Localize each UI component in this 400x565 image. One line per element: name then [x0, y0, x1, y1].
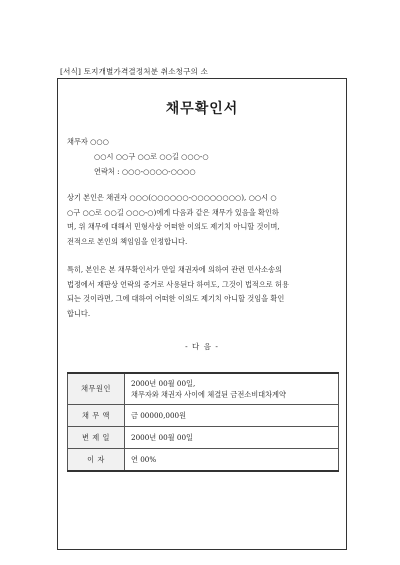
section-heading-dagum: - 다 음 -: [185, 342, 219, 351]
table-row: [68, 427, 339, 449]
paragraph-line: 상기 본인은 채권자 ○○○(○○○○○○-○○○○○○○○), ○○시 ○: [67, 193, 277, 202]
row-label: 이 자: [68, 449, 125, 472]
row-label: 변 제 일: [68, 427, 125, 449]
paragraph-line: 특히, 본인은 본 채무확인서가 만일 채권자에 의하여 관련 민사소송의: [67, 265, 282, 274]
row-value: 금 00000,000원: [125, 405, 339, 427]
paragraph-line: 전적으로 본인의 책임임을 인정합니다.: [67, 236, 188, 246]
paragraph-line: ○구 ○○로 ○○길 ○○○-○)에게 다음과 같은 채무가 있음을 확인하: [67, 207, 279, 217]
document-title: 채무확인서: [165, 101, 239, 117]
debt-info-table: [67, 372, 339, 472]
paragraph-line: 합니다.: [67, 308, 91, 318]
paragraph-line: 며, 위 채무에 대해서 민형사상 어떠한 이의도 제기치 아니할 것이며,: [67, 222, 280, 231]
row-label: 채 무 액: [68, 405, 125, 427]
value-line: 2000년 00월 00일,: [131, 379, 196, 388]
paragraph-confirmation: [67, 191, 339, 249]
paragraph-line: 법정에서 재판상 언락의 증거로 사용된다 하여도, 그것이 법적으로 허용: [67, 279, 289, 289]
row-value: 연 00%: [125, 449, 339, 472]
value-line: 채무자와 채권자 사이에 체결된 금전소비대차계약: [131, 390, 286, 399]
table-row: [68, 405, 339, 427]
row-label: 채무원인: [68, 373, 125, 405]
form-label: [서식] 토지개별가격결정처분 취소청구의 소: [60, 67, 209, 76]
paragraph-line: 되는 것이라면, 그에 대하여 어떠한 이의도 제기치 아니할 것임을 확인: [67, 294, 285, 303]
debtor-name: 채무자 ○○○: [67, 137, 109, 146]
row-value: 2000년 00월 00일: [125, 427, 339, 449]
debtor-contact: 연락처 : ○○○-○○○○-○○○○: [94, 167, 196, 176]
paragraph-evidence: [67, 263, 339, 321]
table-row: [68, 373, 339, 405]
document-box: [57, 78, 347, 550]
debtor-address: ○○시 ○○구 ○○로 ○○길 ○○○-○: [94, 152, 209, 161]
row-value: [125, 373, 339, 405]
table-row: [68, 449, 339, 472]
